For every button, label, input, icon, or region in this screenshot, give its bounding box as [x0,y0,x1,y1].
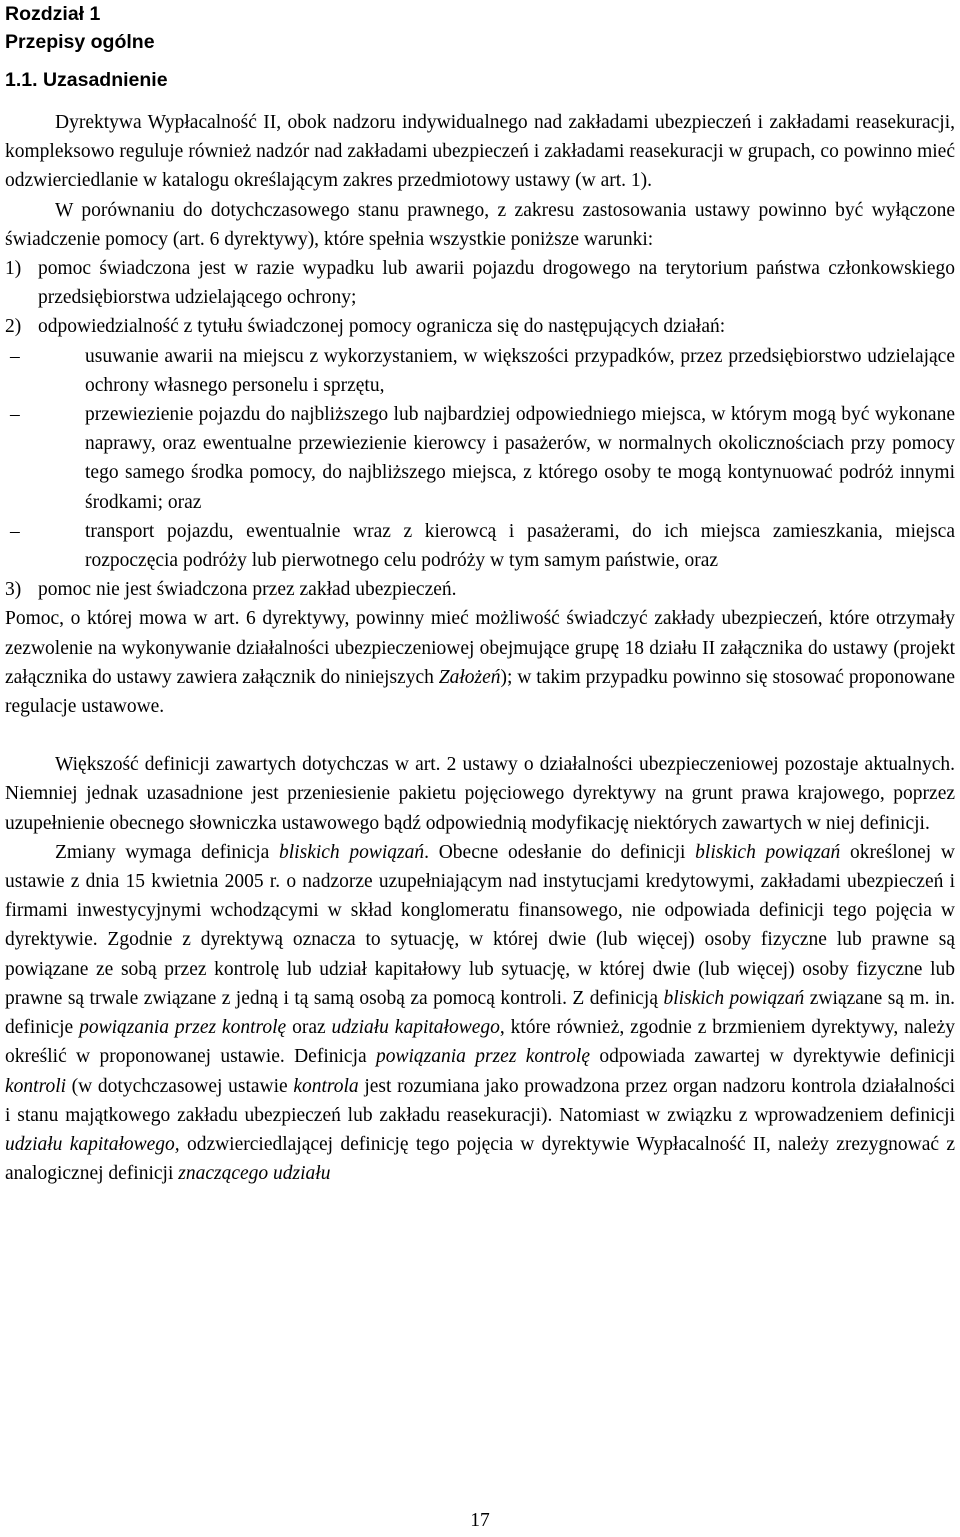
italic-term: powiązania przez kontrolę [79,1017,287,1039]
list-number: 3) [5,579,22,601]
dash-marker: – [10,520,20,542]
paragraph-3 [5,604,955,721]
text-run: . Obecne odesłanie do definicji [424,841,696,863]
italic-term: powiązania przez kontrolę [375,1046,590,1068]
text-run: oraz [286,1017,332,1039]
dash-text: transport pojazdu, ewentualnie wraz z kierowcą i pasażerami, do ich miejsca zamieszkania, miejsca rozpoczęcia podróży lub pierwotnego celu podróży w tym samym państwie, oraz [85,520,955,572]
text-run: odzwierciedlającej definicję tego pojęcia w dyrektywie Wypłacalność II, należy zrezygnować z analogicznej definicji [5,1133,955,1185]
dash-item [10,517,955,575]
dash-item [10,400,955,517]
chapter-title: Przepisy ogólne [5,31,155,53]
list-text: pomoc nie jest świadczona przez zakład ubezpieczeń. [38,579,457,601]
text-run: odpowiada zawartej w dyrektywie definicji [590,1046,955,1068]
dash-text: usuwanie awarii na miejscu z wykorzystaniem, w większości przypadków, przez przedsiębiorstwo udzielające ochrony własnego personelu i sprzętu, [85,345,955,396]
dash-item [10,342,955,400]
dash-marker: – [10,345,20,367]
dash-marker: – [10,404,20,426]
text-run: Pomoc, o której mowa w art. 6 dyrektywy, powinny mieć możliwość świadczyć zakłady ubezpieczeń, które otrzymały zezwolenie na wykonywanie działalności ubezpieczeniowej obejmujące grupę 18 działu II załącznika do ustawy (projekt załącznika do ustawy zawiera załącznik do niniejszych [5,608,955,688]
paragraph-5 [5,838,955,1188]
italic-term: bliskich powiązań [695,841,841,863]
italic-term: bliskich powiązań [279,841,425,863]
list-number: 1) [5,258,22,280]
italic-term: znaczącego udziału [178,1163,331,1185]
text-run: , które również, zgodnie z brzmieniem dyrektywy, należy określić w proponowanej ustawie. Definicja [5,1017,955,1068]
italic-term: kontroli [5,1075,67,1097]
list-item [5,254,955,312]
paragraph-1: Dyrektywa Wypłacalność II, obok nadzoru indywidualnego nad zakładami ubezpieczeń i zakładami reasekuracji, kompleksowo reguluje również nadzór nad zakładami ubezpieczeń i zakładami reasekuracji w grupach, co powinno mieć odzwierciedlanie w katalogu określającym zakres przedmiotowy ustawy (w art. 1). [5,112,955,192]
dash-text: przewiezienie pojazdu do najbliższego lub najbardziej odpowiedniego miejsca, w którym mogą być wykonane naprawy, oraz ewentualne przewiezienie kierowcy i pasażerów, w normalnych okolicznościach przy pomocy tego samego środka pomocy, do najbliższego miejsca, z którego osoby te mogą kontynuować podróż innymi środkami; oraz [85,404,955,513]
paragraph-2: W porównaniu do dotychczasowego stanu prawnego, z zakresu zastosowania ustawy powinno być wyłączone świadczenie pomocy (art. 6 dyrektywy), które spełnia wszystkie poniższe warunki: [5,199,955,250]
text-run: Zmiany wymaga definicja [55,841,280,863]
italic-term: Założeń [438,666,501,688]
paragraph-4: Większość definicji zawartych dotychczas w art. 2 ustawy o działalności ubezpieczeniowej pozostaje aktualnych. Niemniej jednak uzasadnione jest przeniesienie pakietu pojęciowego dyrektywy na grunt prawa krajowego, poprzez uzupełnienie obecnego słowniczka ustawowego bądź odpowiednią modyfikację niektórych zawartych w niej definicji. [5,754,955,834]
chapter-heading: Rozdział 1 [5,3,101,25]
italic-term: udziału kapitałowego, [5,1133,180,1155]
list-text: odpowiedzialność z tytułu świadczonej pomocy ogranicza się do następujących działań: [38,316,726,338]
text-run: związane są m. in. definicje [5,987,955,1039]
text-run: ); w takim przypadku powinno się stosować proponowane regulacje ustawowe. [5,666,955,718]
page-number: 17 [470,1510,490,1531]
paragraph-gap [5,721,955,750]
italic-term: bliskich powiązań [663,987,805,1009]
text-run: (w dotychczasowej ustawie [66,1075,294,1097]
section-heading: 1.1. Uzasadnienie [5,69,168,91]
list-number: 2) [5,316,22,338]
list-text: pomoc świadczona jest w razie wypadku lub awarii pojazdu drogowego na terytorium państwa członkowskiego przedsiębiorstwa udzielającego ochrony; [38,258,955,309]
text-run: określonej w ustawie z dnia 15 kwietnia 2005 r. o nadzorze uzupełniającym nad instytucjami kredytowymi, zakładami ubezpieczeń i firmami inwestycyjnymi wchodzącymi w skład konglomeratu finansowego, nie odpowiada definicji tego pojęcia w dyrektywie. Zgodnie z dyrektywą oznacza to sytuację, w której dwie (lub więcej) osoby fizyczne lub prawne są powiązane ze sobą przez kontrolę lub udział kapitałowy lub sytuację, w której dwie (lub więcej) osoby fizyczne lub prawne są trwale związane z jedną i tą samą osobą za pomocą kontroli. Z definicją [5,841,956,1009]
italic-term: udziału kapitałowego [331,1017,500,1039]
italic-term: kontrola [293,1075,359,1097]
list-item [5,575,955,604]
text-run: jest rozumiana jako prowadzona przez organ nadzoru kontrola działalności i stanu majątkowego zakładu ubezpieczeń lub zakładu reasekuracji). Natomiast w związku z wprowadzeniem definicji [5,1075,955,1126]
document-body [5,108,955,1188]
list-item [5,312,955,341]
